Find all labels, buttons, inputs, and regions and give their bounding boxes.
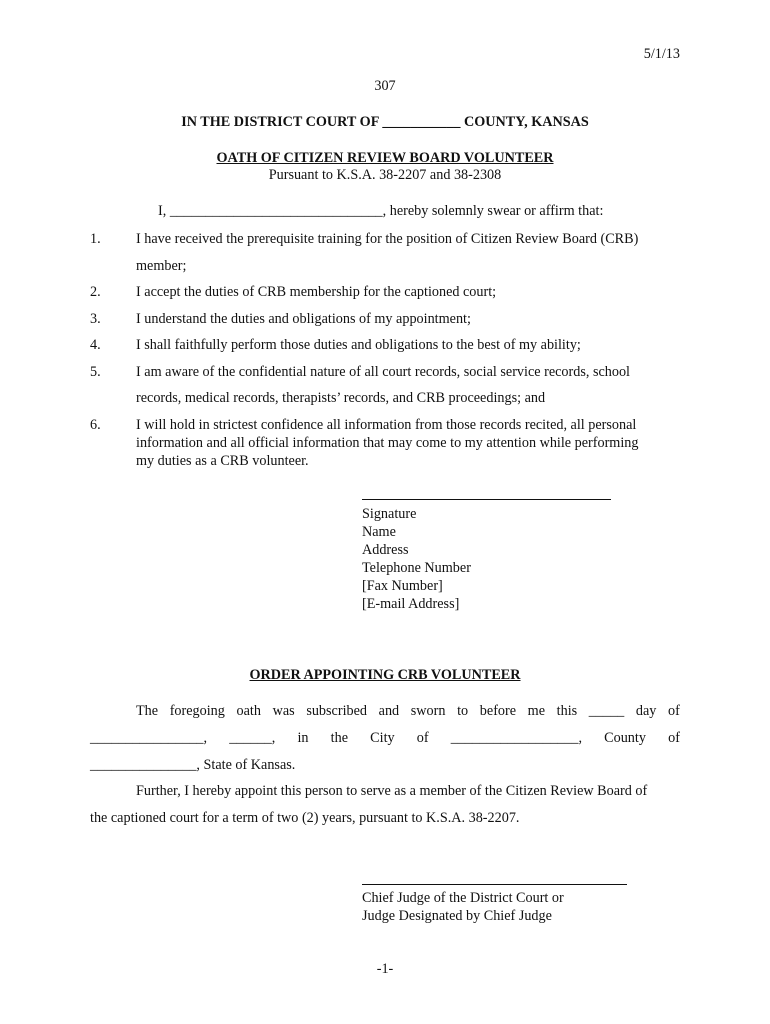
order-word: of: [416, 730, 429, 746]
item-text: member;: [136, 258, 187, 274]
order-word: of: [668, 703, 680, 719]
order-word: foregoing: [169, 703, 225, 719]
court-title: IN THE DISTRICT COURT OF ___________ COUNTY, KANSAS: [181, 114, 589, 130]
item-number: 5.: [90, 364, 101, 380]
email-label: [E-mail Address]: [362, 596, 460, 612]
item-text: I understand the duties and obligations of my appointment;: [136, 311, 471, 327]
order-word: oath: [236, 703, 261, 719]
order-line-1: [136, 703, 680, 720]
order-word: in: [297, 730, 309, 746]
telephone-label: Telephone Number: [362, 560, 471, 576]
item-text: records, medical records, therapists’ records, and CRB proceedings; and: [136, 390, 546, 406]
name-label: Name: [362, 524, 396, 540]
item-text: I have received the prerequisite training for the position of Citizen Review Board (CRB): [136, 231, 639, 247]
judge-title-line1: Chief Judge of the District Court or: [362, 890, 564, 906]
signature-label: Signature: [362, 506, 417, 522]
order-word: of: [668, 730, 680, 746]
item-number: 2.: [90, 284, 101, 300]
oath-intro: I, ______________________________, hereby solemnly swear or affirm that:: [158, 203, 604, 219]
order-title: ORDER APPOINTING CRB VOLUNTEER: [249, 667, 521, 683]
judge-signature-line: [362, 884, 627, 885]
order-line-3: _______________, State of Kansas.: [90, 757, 296, 773]
item-text: I shall faithfully perform those duties and obligations to the best of my ability;: [136, 337, 581, 353]
document-date: 5/1/13: [643, 46, 680, 62]
order-para2-line1: Further, I hereby appoint this person to serve as a member of the Citizen Review Board of: [136, 783, 648, 799]
order-word: the: [330, 730, 349, 746]
order-word: _____: [588, 703, 625, 719]
signature-line: [362, 499, 611, 500]
oath-title: OATH OF CITIZEN REVIEW BOARD VOLUNTEER: [216, 150, 554, 166]
item-text: I will hold in strictest confidence all information from those records recited, all personal: [136, 417, 637, 433]
order-word: and: [378, 703, 400, 719]
order-word: me: [527, 703, 546, 719]
item-number: 1.: [90, 231, 101, 247]
item-text: my duties as a CRB volunteer.: [136, 453, 309, 469]
item-number: 4.: [90, 337, 101, 353]
order-word: County: [604, 730, 646, 746]
item-text: I am aware of the confidential nature of all court records, social service records, school: [136, 364, 630, 380]
order-word: before: [479, 703, 517, 719]
judge-title-line2: Judge Designated by Chief Judge: [362, 908, 552, 924]
order-word: ______,: [229, 730, 276, 746]
fax-label: [Fax Number]: [362, 578, 443, 594]
item-number: 3.: [90, 311, 101, 327]
order-word: ________________,: [90, 730, 208, 746]
page-number: -1-: [376, 961, 394, 977]
oath-subtitle: Pursuant to K.S.A. 38-2207 and 38-2308: [268, 167, 502, 183]
item-number: 6.: [90, 417, 101, 433]
item-text: information and all official information that may come to my attention while performing: [136, 435, 639, 451]
item-text: I accept the duties of CRB membership for the captioned court;: [136, 284, 497, 300]
order-word: day: [635, 703, 657, 719]
order-word: this: [556, 703, 578, 719]
order-word: sworn: [410, 703, 446, 719]
order-word: The: [136, 703, 159, 719]
order-word: to: [457, 703, 469, 719]
address-label: Address: [362, 542, 409, 558]
form-number: 307: [374, 78, 396, 94]
order-word: __________________,: [450, 730, 582, 746]
order-para2-line2: the captioned court for a term of two (2) years, pursuant to K.S.A. 38-2207.: [90, 810, 520, 826]
order-word: was: [272, 703, 295, 719]
order-word: City: [370, 730, 395, 746]
order-line-2: [90, 730, 680, 747]
order-word: subscribed: [306, 703, 367, 719]
